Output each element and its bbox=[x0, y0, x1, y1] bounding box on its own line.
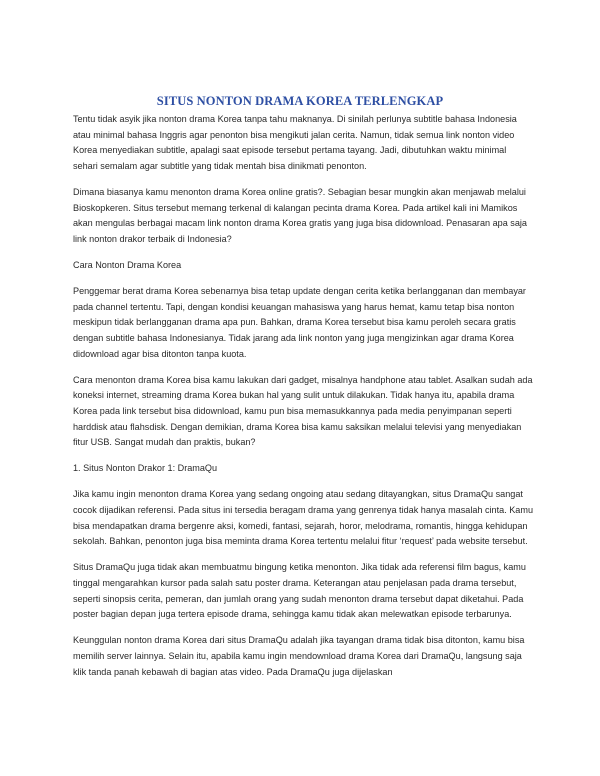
paragraph-intro: Tentu tidak asyik jika nonton drama Korea tanpa tahu maknanya. Di sinilah perlunya subtitle bahasa Indonesia atau minimal bahasa Inggris agar penonton bisa mengikuti jalan cerita. Namun, tidak semua link nonton video Korea menyediakan subtitle, apalagi saat episode tersebut pertama tayang. Jadi, dibutuhkan waktu minimal sehari semalam agar subtitle yang tidak mentah bisa dinikmati penonton. bbox=[73, 114, 517, 172]
paragraph-where-to-watch: Dimana biasanya kamu menonton drama Korea online gratis?. Sebagian besar mungkin akan menjawab melalui Bioskopkeren. Situs tersebut memang terkenal di kalangan pecinta drama Korea. Pada artikel kali ini Mamikos akan mengulas berbagai macam link nonton drama Korea gratis yang juga bisa didownload. Penasaran apa saja link nonton drakor terbaik di Indonesia? bbox=[73, 187, 527, 245]
paragraph-dramaqu-intro: Jika kamu ingin menonton drama Korea yang sedang ongoing atau sedang ditayangkan, situs DramaQu sangat cocok dijadikan referensi. Pada situs ini tersedia beragam drama yang genrenya tidak hanya masalah cinta. Kamu bisa mendapatkan drama bergenre aksi, komedi, fantasi, sejarah, horor, melodrama, romantis, hingga kehidupan sekolah. Bahkan, penonton juga bisa meminta drama Korea tertentu melalui fitur ‘request’ pada website tersebut. bbox=[73, 489, 533, 547]
paragraph-dramaqu-advantages: Keunggulan nonton drama Korea dari situs DramaQu adalah jika tayangan drama tidak bisa ditonton, kamu bisa memilih server lainnya. Selain itu, apabila kamu ingin mendownload drama Korea dari DramaQu, langsung saja klik tanda panah kebawah di bagian atas video. Pada DramaQu juga dijelaskan bbox=[73, 635, 525, 677]
page-title: SITUS NONTON DRAMA KOREA TERLENGKAP bbox=[156, 94, 444, 108]
paragraph-fans: Penggemar berat drama Korea sebenarnya bisa tetap update dengan cerita ketika berlangganan dan membayar pada channel tertentu. Tapi, dengan kondisi keuangan mahasiswa yang harus hemat, kamu tetap bisa nonton meskipun tidak berlangganan drama apa pun. Bahkan, drama Korea tersebut bisa kamu peroleh secara gratis dengan subtitle bahasa Indonesianya. Tidak jarang ada link nonton yang juga mengizinkan agar drama Korea didownload agar bisa ditonton tanpa kuota. bbox=[73, 285, 526, 359]
paragraph-how-to-watch: Cara menonton drama Korea bisa kamu lakukan dari gadget, misalnya handphone atau tablet. Asalkan sudah ada koneksi internet, streaming drama Korea bukan hal yang sulit untuk dilakukan. Tidak hanya itu, apabila drama Korea pada link tersebut bisa didownload, kamu pun bisa memasukkannya pada media penyimpanan seperti harddisk atau flahsdisk. Dengan demikian, drama Korea bisa kamu saksikan melalui televisi yang menyediakan fitur USB. Sangat mudah dan praktis, bukan? bbox=[73, 374, 533, 448]
paragraph-dramaqu-navigation: Situs DramaQu juga tidak akan membuatmu bingung ketika menonton. Jika tidak ada referensi film bagus, kamu tinggal mengarahkan kursor pada salah satu poster drama. Keterangan atau penjelasan pada drama tersebut, seperti sinopsis cerita, pemeran, dan jumlah orang yang sudah menonton drama tersebut dapat diketahui. Pada poster bagian depan juga tertera episode drama, sehingga kamu tidak akan melewatkan episode terbarunya. bbox=[73, 562, 526, 620]
section-heading-dramaqu: 1. Situs Nonton Drakor 1: DramaQu bbox=[73, 463, 218, 474]
section-heading-cara-nonton: Cara Nonton Drama Korea bbox=[73, 260, 182, 270]
document-body bbox=[73, 112, 533, 690]
